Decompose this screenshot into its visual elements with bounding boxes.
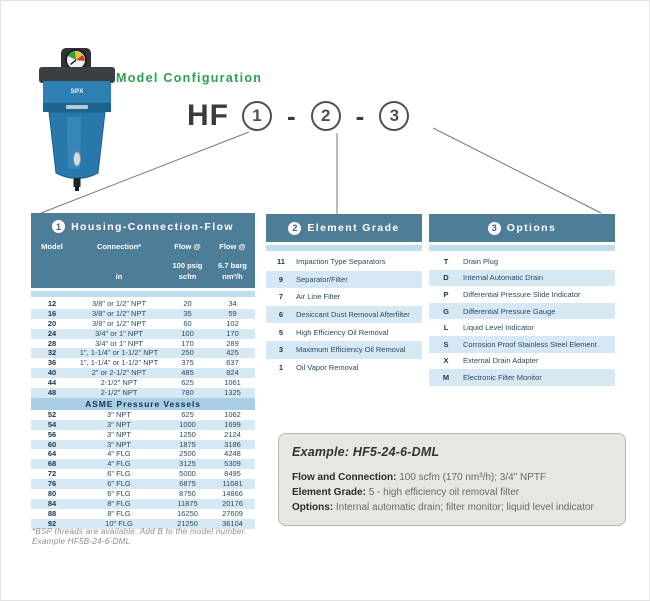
- footnote-line2: Example HF5B-24-6-DML: [32, 537, 131, 546]
- connection-cell: 3/4" or 1" NPT: [95, 338, 143, 348]
- table-row: [266, 271, 422, 289]
- model-cell: 88: [47, 508, 57, 518]
- connection-cell: 3/8" or 1/2" NPT: [91, 318, 147, 328]
- scfm-cell: 21250: [177, 518, 198, 528]
- model-cell: 24: [47, 328, 57, 338]
- page-title: Model Configuration: [116, 71, 263, 85]
- model-cell: 56: [47, 429, 57, 439]
- table-row: [31, 329, 255, 339]
- table-row: [31, 479, 255, 489]
- options-table: [429, 214, 615, 386]
- filter-product-image: [37, 47, 117, 192]
- badge-2-icon: 2: [288, 222, 301, 235]
- option-label-cell: Liquid Level Indicator: [463, 323, 534, 333]
- table-row: [266, 359, 422, 377]
- nm3h-cell: 1061: [224, 378, 241, 388]
- nm3h-cell: 170: [226, 328, 239, 338]
- col-flow-pressure-psig: 100 psig: [172, 261, 203, 270]
- table-row: [31, 299, 255, 309]
- connection-cell: 10" FLG: [105, 518, 133, 528]
- table-row: [31, 449, 255, 459]
- table-row: [266, 288, 422, 306]
- table-row: [429, 303, 615, 320]
- sight-glass: [74, 152, 81, 166]
- table-row: [31, 339, 255, 349]
- scfm-cell: 1875: [179, 439, 196, 449]
- connection-cell: 3" NPT: [107, 429, 131, 439]
- scfm-cell: 625: [181, 409, 194, 419]
- option-code-cell: S: [443, 339, 449, 349]
- option-label-cell: Internal Automatic Drain: [463, 273, 544, 283]
- nm3h-cell: 11681: [222, 479, 243, 489]
- grade-code-cell: 3: [278, 345, 284, 355]
- brand-label: SPX: [70, 88, 84, 95]
- nm3h-cell: 1325: [224, 388, 241, 398]
- connection-cell: 3/4" or 1" NPT: [95, 328, 143, 338]
- scfm-cell: 250: [181, 348, 194, 358]
- table-row: [31, 348, 255, 358]
- nm3h-cell: 59: [228, 308, 237, 318]
- table1-title: Housing-Connection-Flow: [71, 220, 234, 233]
- table2-title: Element Grade: [307, 222, 400, 234]
- grade-code-cell: 9: [278, 274, 284, 284]
- table-row: [266, 306, 422, 324]
- connection-cell: 3" NPT: [107, 439, 131, 449]
- model-cell: 48: [47, 388, 57, 398]
- flow-value: 100 scfm (170 nm³/h); 3/4" NPTF: [396, 472, 547, 483]
- table-row: [429, 270, 615, 287]
- model-cell: 68: [47, 459, 57, 469]
- table-row: [429, 336, 615, 353]
- grade-label-cell: Impaction Type Separators: [296, 257, 386, 267]
- grade-label-cell: Oil Vapor Removal: [296, 362, 359, 372]
- nm3h-cell: 27609: [222, 508, 243, 518]
- table-row: [31, 358, 255, 368]
- grade-code-cell: 6: [278, 310, 284, 320]
- scfm-cell: 6875: [179, 479, 196, 489]
- table-row: [266, 253, 422, 271]
- model-cell: 20: [47, 318, 57, 328]
- col-flow-unit-scfm: scfm: [178, 272, 197, 281]
- connection-cell: 8" FLG: [107, 498, 131, 508]
- code-dash: -: [287, 100, 296, 131]
- table1-asme-body: [31, 410, 255, 529]
- table-row: [31, 368, 255, 378]
- grade-label-cell: Separator/Filter: [296, 274, 348, 284]
- grade-code-cell: 7: [278, 292, 284, 302]
- scfm-cell: 3125: [179, 459, 196, 469]
- scfm-cell: 60: [183, 318, 192, 328]
- code-segment-2: 2: [311, 101, 341, 131]
- table-row: [31, 459, 255, 469]
- table1-header: [31, 213, 255, 288]
- table1-column-headers: [31, 242, 255, 252]
- scfm-cell: 16250: [177, 508, 198, 518]
- model-cell: 36: [47, 358, 57, 368]
- model-cell: 52: [47, 409, 57, 419]
- connection-cell: 2-1/2" NPT: [100, 378, 138, 388]
- model-cell: 32: [47, 348, 57, 358]
- table-row: [266, 323, 422, 341]
- connection-cell: 3" NPT: [107, 409, 131, 419]
- model-cell: 92: [47, 518, 57, 528]
- option-label-cell: External Drain Adapter: [463, 356, 539, 366]
- table-row: [31, 319, 255, 329]
- code-segment-3: 3: [379, 101, 409, 131]
- col-model: Model: [41, 242, 63, 251]
- table-row: [31, 469, 255, 479]
- housing-connection-flow-table: [31, 213, 255, 529]
- connection-cell: 4" FLG: [107, 449, 131, 459]
- example-options-line: [292, 500, 612, 515]
- model-cell: 84: [47, 498, 57, 508]
- option-code-cell: P: [443, 289, 449, 299]
- scfm-cell: 375: [181, 358, 194, 368]
- badge-1-icon: 1: [52, 220, 65, 233]
- col-flow-nm3h: Flow @: [219, 242, 246, 251]
- table1-body: [31, 299, 255, 398]
- options-label: Options:: [292, 502, 334, 513]
- connection-cell: 2" or 2-1/2" NPT: [91, 368, 147, 378]
- scfm-cell: 100: [181, 328, 194, 338]
- option-label-cell: Corrosion Proof Stainless Steel Element: [463, 339, 597, 349]
- option-label-cell: Differential Pressure Slide Indicator: [463, 289, 581, 299]
- model-cell: 60: [47, 439, 57, 449]
- table3-body: [429, 253, 615, 386]
- table-row: [429, 353, 615, 370]
- table-row: [429, 286, 615, 303]
- grade-label-cell: Desiccant Dust Removal Afterfilter: [296, 310, 410, 320]
- col-flow-unit-nm3h: nm³/h: [222, 272, 243, 281]
- table-row: [31, 388, 255, 398]
- nm3h-cell: 824: [226, 368, 239, 378]
- element-grade-table: [266, 214, 422, 376]
- connection-cell: 8" FLG: [107, 508, 131, 518]
- grade-label-cell: Air Line Filter: [296, 292, 341, 302]
- nm3h-cell: 20176: [222, 498, 243, 508]
- connection-cell: 6" FLG: [107, 489, 131, 499]
- model-cell: 80: [47, 489, 57, 499]
- scfm-cell: 1000: [179, 419, 196, 429]
- table-row: [31, 440, 255, 450]
- connection-cell: 4" FLG: [107, 459, 131, 469]
- code-dash: -: [355, 100, 365, 131]
- table3-header: [429, 214, 615, 242]
- model-cell: 76: [47, 479, 57, 489]
- model-cell: 72: [47, 469, 57, 479]
- col-flow-scfm: Flow @: [174, 242, 201, 251]
- scfm-cell: 2500: [179, 449, 196, 459]
- footnote-line1: *BSP threads are available. Add B to the model number.: [32, 527, 247, 536]
- model-cell: 12: [47, 299, 57, 308]
- nm3h-cell: 1699: [224, 419, 241, 429]
- table-row: [31, 410, 255, 420]
- nm3h-cell: 14866: [222, 489, 243, 499]
- table-row: [429, 319, 615, 336]
- bsp-footnote: [32, 527, 247, 547]
- grade-label: Element Grade:: [292, 487, 366, 498]
- connection-cell: 2-1/2" NPT: [100, 388, 138, 398]
- options-value: Internal automatic drain; filter monitor; liquid level indicator: [333, 502, 594, 513]
- drain-stem: [74, 178, 81, 187]
- connection-cell: 3/8" or 1/2" NPT: [91, 308, 147, 318]
- col-connection-unit: in: [115, 272, 123, 281]
- model-cell: 16: [47, 308, 57, 318]
- model-cell: 28: [47, 338, 57, 348]
- nm3h-cell: 34: [228, 299, 237, 308]
- asme-subheader: ASME Pressure Vessels: [31, 398, 255, 410]
- scfm-cell: 485: [181, 368, 194, 378]
- grade-code-cell: 5: [278, 327, 284, 337]
- scfm-cell: 625: [181, 378, 194, 388]
- table2-header: [266, 214, 422, 242]
- table-row: [31, 378, 255, 388]
- grade-code-cell: 11: [277, 257, 285, 267]
- table-row: [31, 509, 255, 519]
- example-flow-line: [292, 470, 612, 485]
- nm3h-cell: 3186: [224, 439, 241, 449]
- model-cell: 54: [47, 419, 57, 429]
- nm3h-cell: 5309: [224, 459, 241, 469]
- table3-title: Options: [506, 222, 557, 234]
- table-row: [31, 420, 255, 430]
- scfm-cell: 8750: [179, 489, 196, 499]
- top-cap: [39, 67, 115, 83]
- col-flow-pressure-barg: 6.7 barg: [218, 261, 247, 270]
- connection-cell: 3/8" or 1/2" NPT: [91, 299, 147, 308]
- table2-body: [266, 253, 422, 376]
- connection-cell: 6" FLG: [107, 479, 131, 489]
- option-code-cell: X: [443, 356, 449, 366]
- example-box: [278, 433, 626, 526]
- connection-cell: 1", 1-1/4" or 1-1/2" NPT: [79, 358, 159, 368]
- table-row: [429, 253, 615, 270]
- option-code-cell: L: [443, 323, 449, 333]
- option-label-cell: Drain Plug: [463, 256, 499, 266]
- nm3h-cell: 2124: [224, 429, 241, 439]
- code-segment-1: 1: [242, 101, 272, 131]
- connection-cell: 6" FLG: [107, 469, 131, 479]
- table-row: [31, 489, 255, 499]
- example-title: Example: HF5-24-6-DML: [292, 445, 440, 459]
- col-connection: Connection*: [96, 242, 142, 251]
- table-row: [266, 341, 422, 359]
- nm3h-cell: 289: [226, 338, 239, 348]
- option-label-cell: Differential Pressure Gauge: [463, 306, 556, 316]
- grade-value: 5 - high efficiency oil removal filter: [365, 487, 520, 498]
- grade-label-cell: High Efficiency Oil Removal: [296, 327, 389, 337]
- badge-3-icon: 3: [488, 222, 501, 235]
- scfm-cell: 170: [181, 338, 194, 348]
- nm3h-cell: 102: [226, 318, 239, 328]
- option-code-cell: G: [443, 306, 449, 316]
- model-cell: 64: [47, 449, 57, 459]
- model-cell: 44: [47, 378, 57, 388]
- nm3h-cell: 36104: [222, 518, 243, 528]
- flow-label: Flow and Connection:: [292, 472, 397, 483]
- scfm-cell: 1250: [179, 429, 196, 439]
- nm3h-cell: 425: [226, 348, 239, 358]
- grade-code-cell: 1: [278, 362, 284, 372]
- nm3h-cell: 4248: [224, 449, 241, 459]
- table-row: [31, 309, 255, 319]
- nm3h-cell: 637: [226, 358, 239, 368]
- option-code-cell: T: [443, 256, 449, 266]
- grade-label-cell: Maximum Efficiency Oil Removal: [296, 345, 406, 355]
- model-code: [187, 99, 422, 133]
- scfm-cell: 5000: [179, 469, 196, 479]
- model-cell: 40: [47, 368, 57, 378]
- option-code-cell: M: [442, 372, 450, 382]
- model-prefix: HF: [187, 99, 229, 132]
- nm3h-cell: 8495: [224, 469, 241, 479]
- scfm-cell: 11875: [177, 498, 198, 508]
- example-grade-line: [292, 485, 612, 500]
- option-code-cell: D: [443, 273, 449, 283]
- option-label-cell: Electronic Filter Monitor: [463, 372, 542, 382]
- scfm-cell: 780: [181, 388, 194, 398]
- table-row: [429, 369, 615, 386]
- connection-cell: 3" NPT: [107, 419, 131, 429]
- table-row: [31, 430, 255, 440]
- table-row: [31, 499, 255, 509]
- nm3h-cell: 1062: [224, 409, 241, 419]
- scfm-cell: 20: [183, 299, 192, 308]
- connection-cell: 1", 1-1/4" or 1-1/2" NPT: [79, 348, 159, 358]
- scfm-cell: 35: [183, 308, 192, 318]
